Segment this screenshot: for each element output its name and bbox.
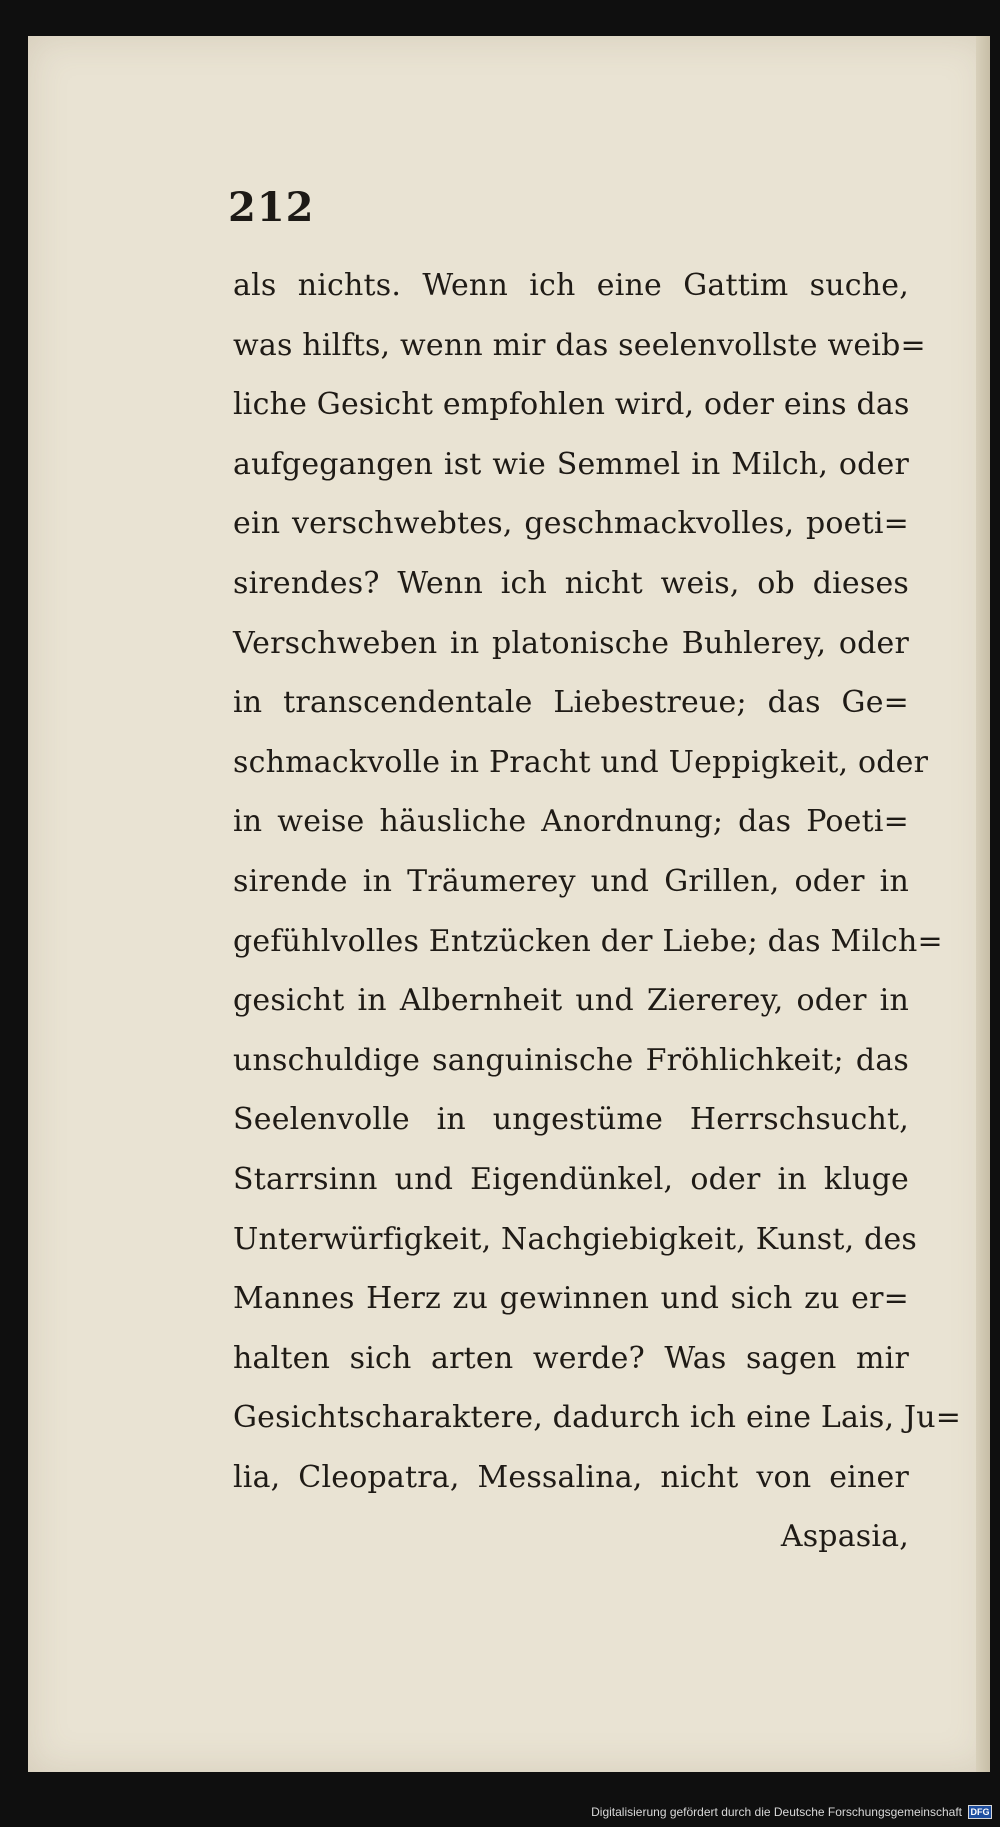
text-line: Starrsinn und Eigendünkel, oder in kluge: [233, 1161, 909, 1197]
text-line: als nichts. Wenn ich eine Gattim suche,: [233, 268, 909, 303]
dfg-logo-icon: DFG: [968, 1805, 992, 1819]
text-line: ein verschwebtes, geschmackvolles, poeti=: [233, 506, 909, 542]
body-text: [233, 256, 962, 1567]
text-line: in weise häusliche Anordnung; das Poeti=: [233, 804, 909, 840]
page-edge: [976, 36, 990, 1772]
text-line: liche Gesicht empfohlen wird, oder eins das: [233, 387, 910, 423]
text-line: schmackvolle in Pracht und Ueppigkeit, oder: [233, 744, 929, 780]
footer-credit: [591, 1805, 992, 1819]
text-line: gefühlvolles Entzücken der Liebe; das Milch=: [233, 923, 943, 959]
text-line: Seelenvolle in ungestüme Herrschsucht,: [233, 1102, 909, 1138]
catchword: Aspasia,: [780, 1519, 909, 1555]
text-line: sirendes? Wenn ich nicht weis, ob dieses: [233, 565, 909, 601]
text-line: in transcendentale Liebestreue; das Ge=: [233, 685, 909, 721]
text-line: Unterwürfigkeit, Nachgiebigkeit, Kunst, des: [233, 1221, 917, 1257]
text-line: unschuldige sanguinische Fröhlichkeit; das: [233, 1042, 909, 1078]
book-page: [28, 36, 990, 1772]
text-line: Verschweben in platonische Buhlerey, oder: [233, 625, 909, 661]
text-line: Gesichtscharaktere, dadurch ich eine Lais, Ju=: [233, 1400, 962, 1436]
text-line: aufgegangen ist wie Semmel in Milch, oder: [233, 446, 909, 482]
text-line: halten sich arten werde? Was sagen mir: [233, 1340, 909, 1376]
page-number: 212: [228, 184, 315, 231]
text-line: gesicht in Albernheit und Ziererey, oder in: [233, 983, 909, 1019]
text-line: Mannes Herz zu gewinnen und sich zu er=: [233, 1281, 909, 1317]
text-line: sirende in Träumerey und Grillen, oder in: [233, 863, 909, 899]
funding-credit: Digitalisierung gefördert durch die Deutsche Forschungsgemeinschaft: [591, 1805, 962, 1819]
text-line: was hilfts, wenn mir das seelenvollste weib=: [233, 327, 926, 363]
text-line: lia, Cleopatra, Messalina, nicht von einer: [233, 1459, 909, 1495]
